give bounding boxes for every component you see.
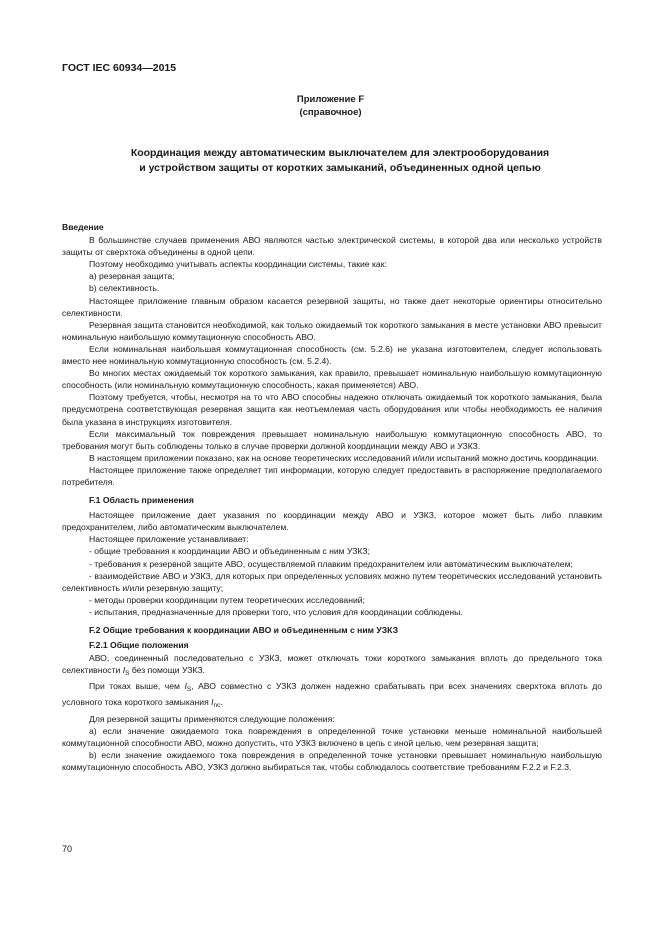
paragraph: Настоящее приложение дает указания по координации между АВО и УЗКЗ, которое может быть либо плавким предохранителем, либо автоматическим выключателем. <box>62 510 602 533</box>
list-item: - методы проверки координации путем теоретических исследований; <box>89 594 365 605</box>
symbol: I <box>211 697 214 708</box>
annex-type: (справочное) <box>299 107 362 118</box>
subscript: S <box>125 670 130 678</box>
list-item: а) если значение ожидаемого тока повреждения в определенной точке установки меньше номинальной наибольшей коммутационной способности АВО, можно допустить, что УЗКЗ включено в цепь с иной целью, чем резервная защита; <box>62 725 602 748</box>
list-item: - требования к резервной защите АВО, осуществляемой плавким предохранителем или автоматическим выключателем; <box>89 558 573 569</box>
subscript: S <box>186 686 192 694</box>
paragraph: Настоящее приложение главным образом касается резервной защиты, но также дает некоторые ориентиры относительно селективности. <box>62 295 602 318</box>
list-item: а) резервная защита; <box>89 271 175 282</box>
list-item: - взаимодействие АВО и УЗКЗ, для которых при определенных условиях можно путем теоретических исследований установить селективность и/или резервную защиту; <box>62 570 602 593</box>
paragraph: В большинстве случаев применения АВО являются частью электрической системы, в которой два или несколько устройств защиты от сверхтока объединены в одной цепи. <box>62 235 602 258</box>
subscript: nc <box>213 702 221 710</box>
paragraph: Во многих местах ожидаемый ток короткого замыкания, как правило, превышает номинальную наибольшую коммутационную способность (или номинальную коммутационную способность, какая применяется) АВО. <box>62 368 602 391</box>
intro-heading: Введение <box>62 222 104 232</box>
paragraph: Поэтому необходимо учитывать аспекты координации системы, такие как: <box>89 259 387 270</box>
text-run: При токах выше, чем <box>89 681 185 692</box>
list-item: b) селективность. <box>89 283 160 294</box>
list-item: - общие требования к координации АВО и объединенным с ним УЗКЗ; <box>89 546 370 557</box>
paragraph: Настоящее приложение устанавливает: <box>89 534 249 545</box>
text-run: без помощи УЗКЗ. <box>129 665 205 676</box>
paragraph: Если максимальный ток повреждения превышает номинальную наибольшую коммутационную способность АВО, то требования могут быть соблюдены только в случае проверки должной координации между АВО и УЗКЗ. <box>62 428 602 451</box>
standard-designation: ГОСТ IEC 60934—2015 <box>62 62 177 74</box>
document-title-line-1: Координация между автоматическим выключателем для электрооборудования <box>130 147 550 159</box>
annex-title: Приложение F <box>296 94 365 105</box>
text-run: АВО, соединенный последовательно с УЗКЗ, может отключать токи короткого замыкания вплоть до предельного тока селективности <box>62 653 602 676</box>
document-body <box>62 221 602 773</box>
paragraph: Поэтому требуется, чтобы, несмотря на то что АВО способны надежно отключать ожидаемый ток короткого замыкания, была предусмотрена соответствующая резервная защита как неотъемлемая часть оборудования или чтобы необходимость ее наличия была указана в инструкциях изготовителя. <box>62 392 602 427</box>
document-title <box>80 146 600 176</box>
list-item: b) если значение ожидаемого тока повреждения в определенной точке установки превышает номинальную наибольшую коммутационную способность АВО, УЗКЗ должно выбираться так, чтобы соблюдалось соответствие требованиям F.2.2 и F.2.3. <box>62 749 602 772</box>
section-heading-f1: F.1 Область применения <box>89 495 194 506</box>
paragraph: Настоящее приложение также определяет тип информации, которую следует предоставить в распоряжение предполагаемого потребителя. <box>62 464 602 487</box>
paragraph <box>62 652 602 680</box>
text-run: . <box>220 697 223 708</box>
document-title-line-2: и устройством защиты от коротких замыканий, объединенных одной цепью <box>139 162 541 174</box>
page-number: 70 <box>62 844 73 854</box>
symbol: I <box>184 681 187 692</box>
subsection-heading-f2-1: F.2.1 Общие положения <box>89 640 189 651</box>
section-heading-f2: F.2 Общие требования к координации АВО и объединенным с ним УЗКЗ <box>89 625 399 635</box>
paragraph <box>62 680 602 712</box>
paragraph: Если номинальная наибольшая коммутационная способность (см. 5.2.6) не указана изготовителем, следует использовать вместо нее номинальную коммутационную способность (см. 5.2.4). <box>62 343 602 367</box>
paragraph: Для резервной защиты применяются следующие положения: <box>89 713 335 724</box>
paragraph: Резервная защита становится необходимой, как только ожидаемый ток короткого замыкания в месте установки АВО превысит номинальную наибольшую коммутационную способность АВО. <box>62 319 602 342</box>
list-item: - испытания, предназначенные для проверки того, что условия для координации соблюдены. <box>89 606 463 617</box>
text-run: , АВО совместно с УЗКЗ должен надежно срабатывать при всех значениях сверхтока вплоть до условного тока короткого замыкания <box>62 681 603 708</box>
paragraph: В настоящем приложении показано, как на основе теоретических исследований и/или испытаний можно достичь координации. <box>89 452 599 463</box>
symbol: I <box>122 665 126 676</box>
